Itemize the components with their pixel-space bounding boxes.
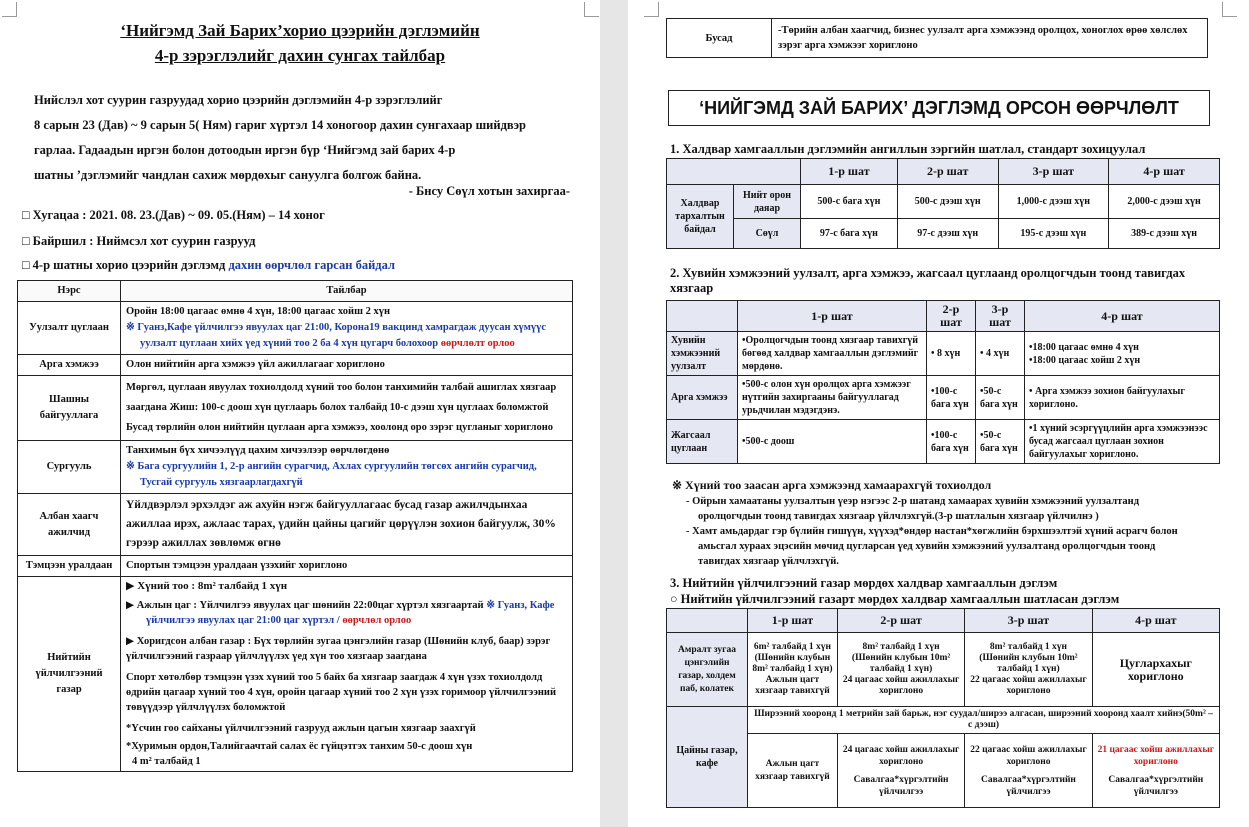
desc-blue-text: үйлчилгээ явуулах цаг 21:00 цаг хүртэл /: [146, 615, 343, 626]
doc-title-line2: 4-р зэрэглэлийг дахин сунгах тайлбар: [154, 46, 446, 65]
intro-line: Нийслэл хот суурин газруудад хорио цээрийн дэглэмийн 4-р зэрэглэлийг: [34, 93, 443, 107]
table-row: [18, 577, 573, 772]
note-line: тавигдах хязгаар үйлчлэхгүй.: [698, 556, 839, 567]
note-line: амьсгал хураах эцэсийн мөчид цугларсан үед хувийн хэмжээний уулзалтанд оролцогчдын тоонд: [698, 541, 1156, 552]
blank-header: [667, 609, 748, 633]
other-text: -Төрийн албан хаагчид, бизнес уулзалт арга хэмжээнд оролцох, хоноглох өрөө хөлслөх зэрэг арга хэмжээг хориглоно: [772, 19, 1208, 58]
value-line: •18:00 цагаас өмнө 4 хүн: [1029, 341, 1139, 353]
row-desc: [121, 577, 573, 772]
value-line: 22 цагаас хойш ажиллахыг хориглоно: [970, 675, 1087, 696]
intro-line: шатны ’дэглэмийг чандлан сахиж мөрдөхыг сануулга болгож байна.: [34, 168, 422, 182]
level-header: 2-р шат: [927, 301, 976, 332]
changes-title: ‘НИЙГЭМД ЗАЙ БАРИХ’ ДЭГЛЭМД ОРСОН ӨӨРЧЛӨЛТ: [668, 90, 1210, 126]
value-cell: [837, 734, 964, 808]
blank-header: [667, 159, 801, 185]
desc-line: ※ Бага сургуулийн 1, 2-р ангийн сурагчид, Ахлах сургуулийн төгсөх ангийн сурагчид,: [126, 461, 537, 472]
section3-subtitle: ○ Нийтийн үйлчилгээний газарт мөрдөх халдвар хамгааллын шатласан дэглэм: [670, 592, 1120, 606]
value-cell: Цуглархахыг хориглоно: [1092, 633, 1219, 707]
value-cell: •50-с бага хүн: [976, 376, 1025, 420]
value-line: Савалгаа*хүргэлтийн үйлчилгээ: [853, 774, 949, 797]
desc-red-text: өөрчлөл орлоо: [342, 615, 412, 626]
desc-text: уулзалт цуглаан хийх үед хүний тоо 2 ба 4 хүн цугарч болохоор: [140, 338, 441, 349]
level-header: 1-р шат: [801, 159, 898, 185]
spread-level-table: [666, 158, 1220, 249]
value-line: 8m² талбайд 1 хүн: [862, 642, 940, 652]
intro-line: 8 сарын 23 (Дав) ~ 9 сарын 5( Ням) гариг хүртэл 14 хоногоор дахин сунгахаар шийдвэр: [34, 118, 526, 132]
level-header: 4-р шат: [1109, 159, 1220, 185]
row-desc: Спортын тэмцээн уралдаан үзэхийг хориглоно: [121, 556, 573, 577]
value-cell: 195-с дээш хүн: [998, 219, 1109, 249]
rules-table: [17, 280, 573, 772]
signature: - Бнсу Сөүл хотын захиргаа-: [408, 184, 570, 198]
period-line: □ Хугацаа : 2021. 08. 23.(Дав) ~ 09. 05.(Ням) – 14 хоног: [22, 208, 325, 222]
value-cell: 500-с дээш хүн: [897, 185, 998, 219]
desc-line: Үйлдвэрлэл эрхэлдэг аж ахуйн нэгж байгууллагаас бусад газар ажилчдынхаа: [126, 499, 528, 511]
value-line: 24 цагаас хойш ажиллахыг хориглоно: [842, 675, 960, 696]
value-cell: • Арга хэмжээ зохион байгуулахыг хориглоно.: [1025, 376, 1220, 420]
desc-line: Танхимын бүх хичээлүүд цахим хичээлээр өөрчлөгдөнө: [126, 445, 390, 456]
value-cell: Ширээний хооронд 1 метрийн зай барьж, нэг суудал/ширээ алгасан, ширээний хооронд хаалт хийнэ(50m² –с дээш): [748, 707, 1220, 734]
value-line: (Шөнийн клубын 8m² талбайд 1 хүн): [752, 653, 833, 674]
value-cell: [965, 734, 1092, 808]
level-header: 2-р шат: [897, 159, 998, 185]
desc-line: ▶ Хүний тоо : 8m² талбайд 1 хүн: [126, 580, 288, 592]
blank-header: [667, 301, 738, 332]
desc-text: ▶ Ажлын цаг : Үйлчилгээ явуулах цаг шөнийн 22:00цаг хүртэл хязгаартай: [126, 600, 487, 611]
table-row: [18, 376, 573, 441]
row-name: Нийтийн үйлчилгээний газар: [18, 577, 121, 772]
group-label: Халдвар тархалтын байдал: [667, 185, 734, 249]
value-cell: •100-с бага хүн: [927, 376, 976, 420]
doc-title-line1: ‘Нийгэмд Зай Барих’хорио цээрийн дэглэмийн: [120, 21, 480, 40]
row-label: Амралт зугаа цэнгэлийн газар, холдем паб, колатек: [667, 633, 748, 707]
value-cell: 389-с дээш хүн: [1109, 219, 1220, 249]
level-header: 1-р шат: [738, 301, 927, 332]
note-line: - Ойрын хамаатаны уулзалтын үеэр нэгээс 2-р шатанд хамаарах хувийн хэмжээний уулзалтанд: [686, 496, 1140, 507]
value-cell: •500-с олон хүн оролцох арга хэмжээг нүтгийн захиргааны байгууллагад урьдчилан мэдэгдэнэ.: [738, 376, 927, 420]
value-line: 6m² талбайд 1 хүн: [753, 642, 831, 652]
row-label: Арга хэмжээ: [667, 376, 738, 420]
value-cell: 97-с бага хүн: [801, 219, 898, 249]
value-cell: [1025, 332, 1220, 376]
value-cell: [837, 633, 964, 707]
value-line: Савалгаа*хүргэлтийн үйлчилгээ: [1108, 774, 1204, 797]
note-line: - Хамт амьдардаг гэр бүлийн гишүүн, хүүхэд*өндөр настан*хөгжлийн бэрхшээлтэй хүний асрагч болон: [686, 526, 1178, 537]
desc-line: ▶ Хоригдсон албан газар : Бүх төрлийн зугаа цэнгэлийн газар (Шөнийн клуб, баар) зэрэг: [126, 636, 551, 647]
crop-mark: [1222, 2, 1237, 17]
value-line: (Шөнийн клубын 10m² талбайд 1 хүн): [851, 653, 951, 674]
value-cell: 1,000-с дээш хүн: [998, 185, 1109, 219]
value-cell: •Оролцогчдын тоонд хязгаар тавихгүй бөгөөд халдвар хамгааллын дэглэмийг мөрдөнө.: [738, 332, 927, 376]
desc-line: Оройн 18:00 цагаас өмнө 4 хүн, 18:00 цагаас хойш 2 хүн: [126, 306, 390, 317]
value-cell: •500-с доош: [738, 420, 927, 464]
desc-line: Бусад төрлийн олон нийтийн цуглаан арга хэмжээ, хоолонд оро зэрэг цугланыг хориглоно: [126, 422, 554, 433]
value-cell: 500-с бага хүн: [801, 185, 898, 219]
row-label: Нийт орон даяар: [734, 185, 801, 219]
venue-table: [666, 608, 1220, 808]
level-header: 1-р шат: [748, 609, 838, 633]
desc-line: Спорт хөтөлбөр тэмцээн үзэх хүний тоо 5 байх ба хязгаар заагдаж 4 хүн үзэх тохиолдолд: [126, 672, 543, 683]
section-heading: [22, 258, 395, 273]
desc-line: гэрээр ажиллах зөвлөмж өгнө: [126, 537, 281, 549]
other-label: Бусад: [667, 19, 772, 58]
value-cell: [1092, 734, 1219, 808]
row-desc: Олон нийтийн арга хэмжээ үйл ажиллагааг хориглоно: [121, 355, 573, 376]
value-cell: Ажлын цагт хязгаар тавихгүй: [748, 734, 838, 808]
row-name: Шашны байгууллага: [18, 376, 121, 441]
section-prefix: □ 4-р шатны хорио цээрийн дэглэмд: [22, 258, 229, 272]
section3-title: 3. Нийтийн үйлчилгээний газар мөрдөх халдвар хамгааллын дэглэм: [670, 576, 1058, 590]
value-cell: •50-с бага хүн: [976, 420, 1025, 464]
desc-line: *Хуримын ордон,Талийгаачтай салах ёс гүйцэтгэх танхим 50-с доош хүн: [126, 741, 473, 752]
row-label: Хувийн хэмжээний уулзалт: [667, 332, 738, 376]
desc-line: *Үсчин гоо сайханы үйлчилгээний газрууд ажлын цагын хязгаар заахгүй: [126, 723, 476, 734]
document-page-right: [628, 0, 1249, 827]
row-name: Сургууль: [18, 441, 121, 494]
intro-line: гарлаа. Гадаадын иргэн болон дотоодын иргэн бүр ‘Нийгэмд зай барих 4-р: [34, 143, 456, 157]
row-name: Уулзалт цуглаан: [18, 302, 121, 355]
section2-title: 2. Хувийн хэмжээний уулзалт, арга хэмжээ, жагсаал цуглаанд оролцогчдын тоонд тавигдах хязгаар: [670, 266, 1186, 295]
section1-title: 1. Халдвар хамгааллын дэглэмийн ангиллын зэргийн шатлал, стандарт зохицуулал: [670, 142, 1146, 156]
header-name: Нэрс: [18, 281, 121, 302]
table-row: [18, 441, 573, 494]
value-line: Савалгаа*хүргэлтийн үйлчилгээ: [980, 774, 1076, 797]
value-cell: • 4 хүн: [976, 332, 1025, 376]
table-row: [18, 302, 573, 355]
table-row: [18, 556, 573, 577]
section-highlight: дахин өөрчлөл гарсан байдал: [228, 258, 395, 272]
row-name: Арга хэмжээ: [18, 355, 121, 376]
desc-line: [126, 336, 567, 352]
value-cell: •1 хүний эсэргүүцлийн арга хэмжээнээс бусад жагсаал цуглаан зохион байгуулахыг хориглоно.: [1025, 420, 1220, 464]
desc-red-text: өөрчлөлт орлоо: [440, 338, 515, 349]
desc-line: ※ Гуанз,Кафе үйлчилгээ явуулах цаг 21:00, Корона19 вакцинд хамрагдаж дуусан хүмүүс: [126, 322, 547, 333]
row-name: Тэмцээн уралдаан: [18, 556, 121, 577]
note-body: [686, 494, 1236, 569]
header-desc: Тайлбар: [121, 281, 573, 302]
desc-line: өдрийн цагаар хүний тоо 4 хүн, оройн цагаар хүний тоо 2 хүн үзэх горимоор үйлчилгээний: [126, 687, 557, 698]
value-line: 24 цагаас хойш ажиллахыг хориглоно: [842, 744, 960, 767]
row-label: Жагсаал цуглаан: [667, 420, 738, 464]
intro-paragraph: [34, 88, 559, 188]
desc-line: ажиллаа ирэх, ажлаас тарах, үдийн цайны цагийг цөрүүлэн зохион байгуулж, 30%: [126, 518, 556, 530]
value-cell: 2,000-с дээш хүн: [1109, 185, 1220, 219]
crop-mark: [2, 2, 17, 17]
value-line: Ажлын цагт хязгаар тавихгүй: [755, 675, 830, 696]
desc-line: үйлчилгээний газраар үйлчлүүлэх үед хүн тоо хязгаар заагдана: [126, 651, 427, 662]
table-row: [18, 494, 573, 556]
value-line: 22 цагаас хойш ажиллахыг хориглоно: [970, 744, 1087, 767]
row-label: Цайны газар, кафе: [667, 707, 748, 808]
level-header: 3-р шат: [976, 301, 1025, 332]
desc-line: Мөргөл, цуглаан явуулах тохиолдолд хүний тоо болон танхимийн талбай ашиглах хязгаар: [126, 382, 557, 393]
desc-blue-text: ※ Гуанз, Кафе: [486, 600, 555, 611]
desc-line: Тусгай сургууль хязгаарлагдахгүй: [140, 477, 303, 488]
desc-line: төвүүдээр үйлчлүүлэх боломжтой: [126, 702, 286, 713]
crop-mark: [584, 2, 599, 17]
level-header: 3-р шат: [965, 609, 1092, 633]
note-line: оролцогчдын тоонд тавигдах хязгаар үйлчлэхгүй.(3-р шатлалын хязгаар үйлчилнэ ): [698, 511, 1099, 522]
document-page-left: [0, 0, 600, 827]
row-desc: [121, 494, 573, 556]
level-header: 2-р шат: [837, 609, 964, 633]
level-header: 4-р шат: [1092, 609, 1219, 633]
level-header: 3-р шат: [998, 159, 1109, 185]
value-line: 8m² талбайд 1 хүн: [989, 642, 1067, 652]
desc-line: 4 m² талбайд 1: [132, 756, 201, 767]
table-row: [18, 355, 573, 376]
location-line: □ Байршил : Ниймсэл хот суурин газрууд: [22, 234, 256, 248]
value-line: 21 цагаас хойш ажиллахыг хориглоно: [1097, 744, 1215, 767]
note-title: ※ Хүний тоо заасан арга хэмжээнд хамаарахгүй тохиолдол: [672, 478, 992, 492]
value-cell: • 8 хүн: [927, 332, 976, 376]
gathering-table: [666, 300, 1220, 464]
row-label: Сөүл: [734, 219, 801, 249]
other-table: [666, 18, 1208, 58]
row-desc: [121, 376, 573, 441]
desc-line: заагдана Жиш: 100-с доош хүн цуглаарь болох талбайд 10-с дээш хүн цуглаах боломжтой: [126, 402, 549, 413]
value-cell: [965, 633, 1092, 707]
value-cell: •100-с бага хүн: [927, 420, 976, 464]
row-desc: [121, 302, 573, 355]
value-cell: 97-с дээш хүн: [897, 219, 998, 249]
row-desc: [121, 441, 573, 494]
level-header: 4-р шат: [1025, 301, 1220, 332]
value-line: •18:00 цагаас хойш 2 хүн: [1029, 354, 1141, 366]
value-line: (Шөнийн клубын 10m² талбайд 1 хүн): [979, 653, 1078, 674]
value-cell: [748, 633, 838, 707]
crop-mark: [644, 2, 659, 17]
row-name: Албан хаагч ажилчид: [18, 494, 121, 556]
